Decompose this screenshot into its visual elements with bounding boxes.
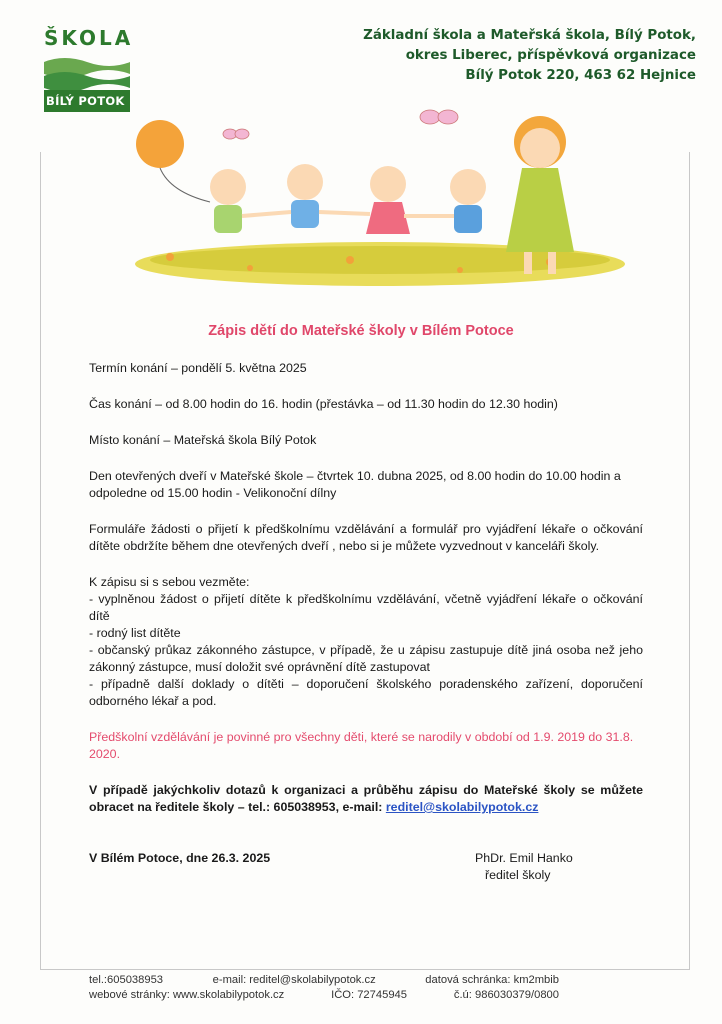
logo-subtitle: BÍLÝ POTOK — [46, 94, 125, 108]
what-to-bring-item: - případně další doklady o dítěti – doporučení školského poradenského zařízení, doporučení odborného lékař a pod. — [89, 677, 643, 708]
footer-ico: IČO: 72745945 — [331, 989, 407, 1001]
contact-paragraph — [89, 782, 643, 816]
page-title: Zápis dětí do Mateřské školy v Bílém Potoce — [208, 323, 514, 339]
children-balloon-teacher-illustration — [130, 92, 630, 292]
header-line-3: Bílý Potok 220, 463 62 Hejnice — [465, 68, 696, 83]
what-to-bring-heading: K zápisu si s sebou vezměte: — [89, 575, 250, 589]
signer-name: PhDr. Emil Hanko — [475, 851, 573, 865]
kids-group — [210, 164, 486, 234]
place-date: V Bílém Potoce, dne 26.3. 2025 — [89, 851, 271, 865]
what-to-bring — [89, 574, 643, 710]
school-logo — [44, 26, 132, 114]
signer-role: ředitel školy — [485, 868, 551, 882]
den-otevrenych-dveri: Den otevřených dveří v Mateřské škole – čtvrtek 10. dubna 2025, od 8.00 hodin do 10.00 hodin a odpoledne od 15.00 hodin - Velikonoční dílny — [89, 469, 621, 500]
footer-tel: tel.:605038953 — [89, 974, 164, 986]
header-line-1: Základní škola a Mateřská škola, Bílý Potok, — [363, 28, 696, 43]
footer — [89, 973, 559, 1003]
what-to-bring-item: - občanský průkaz zákonného zástupce, v případě, že u zápisu zastupuje dítě jiná osoba než jeho zákonný zástupce, musí doložit své oprávnění dítě zastupovat — [89, 643, 643, 674]
footer-web: webové stránky: www.skolabilypotok.cz — [89, 989, 285, 1001]
mandatory-notice: Předškolní vzdělávání je povinné pro všechny děti, které se narodily v období od 1.9. 2019 do 31.8. 2020. — [89, 730, 634, 761]
footer-row-2 — [89, 988, 559, 1003]
formulare-paragraph: Formuláře žádosti o přijetí k předškolnímu vzdělávání a formulář pro vyjádření lékaře o očkování dítěte obdržíte během dne otevřených dveří , nebo si je můžete vyzvednout v kanceláři školy. — [89, 522, 643, 553]
footer-datova-schranka: datová schránka: km2mbib — [425, 974, 559, 986]
termin-konani: Termín konání – pondělí 5. května 2025 — [89, 361, 307, 375]
teacher — [506, 116, 574, 274]
footer-row-1 — [89, 973, 559, 988]
misto-konani: Místo konání – Mateřská škola Bílý Potok — [89, 433, 317, 447]
signer-block — [475, 850, 573, 884]
footer-email: e-mail: reditel@skolabilypotok.cz — [212, 974, 376, 986]
footer-bank-account: č.ú: 986030379/0800 — [453, 989, 559, 1001]
cas-konani: Čas konání – od 8.00 hodin do 16. hodin (přestávka – od 11.30 hodin do 12.30 hodin) — [89, 397, 558, 411]
header-line-2: okres Liberec, příspěvková organizace — [405, 48, 696, 63]
school-address-header — [363, 26, 696, 86]
contact-text: V případě jakýchkoliv dotazů k organizaci a průběhu zápisu do Mateřské školy se můžete obracet na ředitele školy – tel.: 605038953, e-mail: — [89, 783, 643, 814]
email-link[interactable]: reditel@skolabilypotok.cz — [385, 800, 539, 814]
document-body — [89, 360, 643, 835]
what-to-bring-item: - vyplněnou žádost o přijetí dítěte k předškolnímu vzdělávání, včetně vyjádření lékaře o očkování dítě — [89, 592, 643, 623]
what-to-bring-item: - rodný list dítěte — [89, 626, 181, 640]
logo-title: ŠKOLA — [44, 26, 134, 50]
